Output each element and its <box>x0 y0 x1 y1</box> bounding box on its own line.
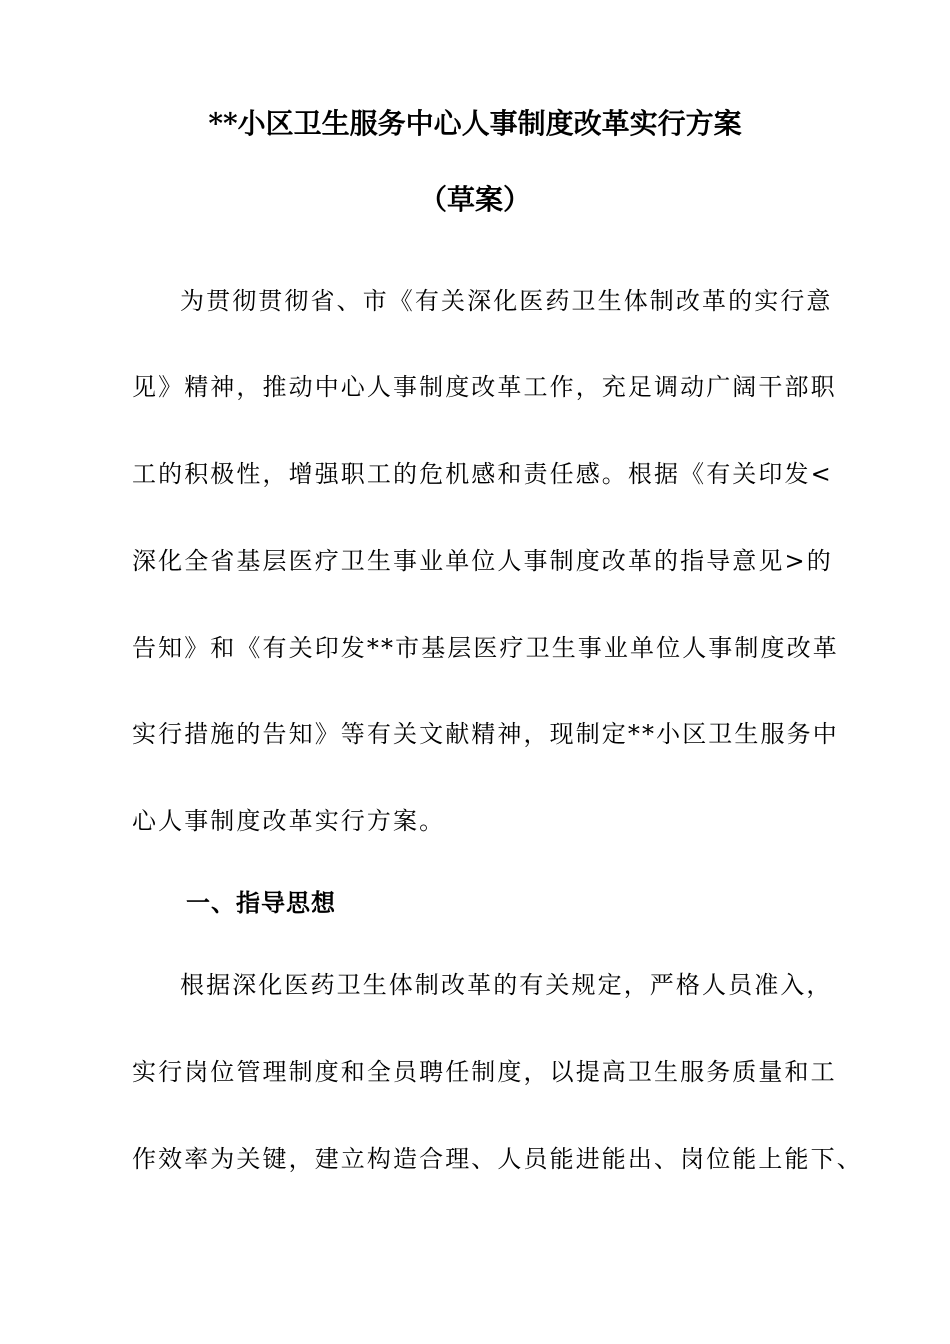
paragraph-line: 告知》和《有关印发**市基层医疗卫生事业单位人事制度改革 <box>132 634 839 662</box>
paragraph-line: 心人事制度改革实行方案。 <box>132 807 446 835</box>
paragraph-line: 见》精神，推动中心人事制度改革工作，充足调动广阔干部职 <box>132 373 837 401</box>
paragraph-line: 深化全省基层医疗卫生事业单位人事制度改革的指导意见>的 <box>132 547 833 575</box>
paragraph-line: 根据深化医药卫生体制改革的有关规定，严格人员准入， <box>180 971 833 999</box>
paragraph-line: 为贯彻贯彻省、市《有关深化医药卫生体制改革的实行意 <box>180 287 833 315</box>
paragraph-line: 实行岗位管理制度和全员聘任制度，以提高卫生服务质量和工 <box>132 1058 837 1086</box>
document-title: **小区卫生服务中心人事制度改革实行方案 <box>208 107 742 140</box>
paragraph-line: 实行措施的告知》等有关文献精神，现制定**小区卫生服务中 <box>132 720 839 748</box>
document-subtitle: （草案） <box>418 183 531 216</box>
paragraph-line: 作效率为关键，建立构造合理、人员能进能出、岗位能上能下、 <box>132 1145 863 1173</box>
section-heading: 一、指导思想 <box>186 888 336 917</box>
paragraph-line: 工的积极性，增强职工的危机感和责任感。根据《有关印发< <box>132 460 833 488</box>
